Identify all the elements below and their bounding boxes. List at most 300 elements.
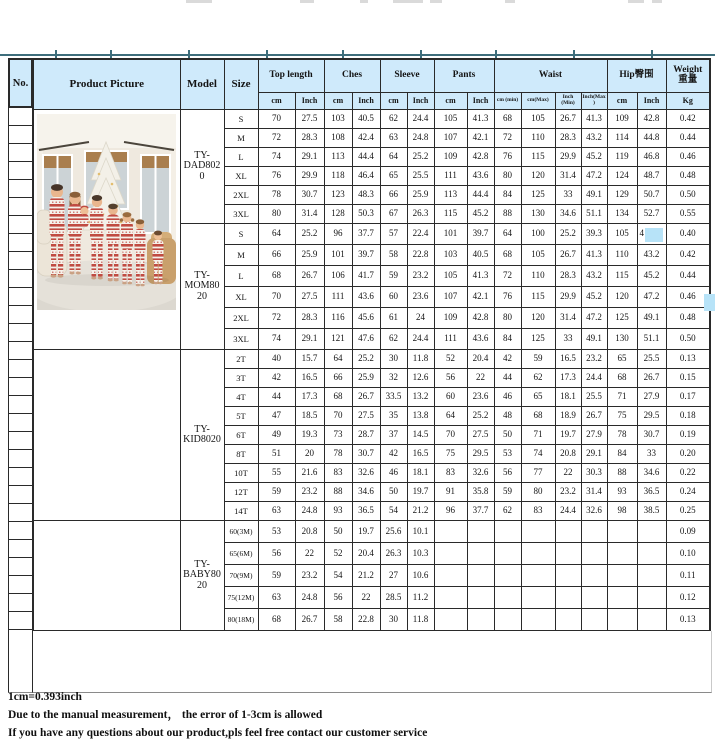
highlight-artifact: [704, 294, 715, 311]
no-cell: [8, 234, 33, 252]
value-cell: 0.24: [666, 483, 710, 502]
value-cell: 42.8: [467, 308, 494, 329]
col-unit: Inch: [467, 93, 494, 110]
value-cell: 56: [434, 369, 467, 388]
value-cell: 67: [380, 205, 407, 224]
value-cell: [521, 543, 555, 565]
no-cell: [8, 216, 33, 234]
value-cell: 31.4: [555, 308, 581, 329]
value-cell: 64: [380, 148, 407, 167]
col-unit: Inch: [352, 93, 380, 110]
no-cell: [8, 450, 33, 468]
value-cell: 27.5: [352, 407, 380, 426]
size-cell: 70(9M): [224, 565, 258, 587]
value-cell: 0.44: [666, 266, 710, 287]
value-cell: [521, 609, 555, 632]
value-cell: 42.1: [467, 129, 494, 148]
value-cell: [555, 521, 581, 543]
value-cell: 10.6: [407, 565, 434, 587]
size-cell: M: [224, 129, 258, 148]
value-cell: 68: [521, 407, 555, 426]
value-cell: 49.1: [581, 329, 607, 350]
value-cell: [555, 543, 581, 565]
value-cell: [434, 609, 467, 632]
no-cell: [8, 414, 33, 432]
value-cell: 26.7: [352, 388, 380, 407]
col-unit: Inch: [295, 93, 324, 110]
no-cell: [8, 144, 33, 162]
value-cell: 0.13: [666, 350, 710, 369]
size-cell: 2XL: [224, 186, 258, 205]
value-cell: 16.5: [555, 350, 581, 369]
value-cell: 84: [607, 445, 637, 464]
size-cell: 5T: [224, 407, 258, 426]
col-group-top-length: Top length: [258, 59, 324, 93]
col-header-size: Size: [224, 59, 258, 110]
value-cell: 125: [521, 186, 555, 205]
value-cell: 76: [494, 287, 521, 308]
value-cell: 80: [258, 205, 295, 224]
value-cell: 25.2: [407, 148, 434, 167]
value-cell: [555, 609, 581, 632]
value-cell: 16.5: [407, 445, 434, 464]
value-cell: 51.1: [581, 205, 607, 224]
col-unit: cm: [380, 93, 407, 110]
value-cell: [521, 587, 555, 609]
value-cell: 53: [494, 445, 521, 464]
col-group-weight: Weight 重量: [666, 59, 710, 93]
value-cell: [637, 565, 666, 587]
value-cell: 43.2: [637, 245, 666, 266]
no-cell: [8, 324, 33, 342]
value-cell: 42: [380, 445, 407, 464]
value-cell: 58: [324, 609, 352, 632]
value-cell: 16.5: [295, 369, 324, 388]
value-cell: 0.50: [666, 329, 710, 350]
table-header: [33, 59, 710, 110]
value-cell: 65: [380, 167, 407, 186]
value-cell: 42.4: [352, 129, 380, 148]
value-cell: 75: [434, 445, 467, 464]
col-unit: cm (min): [494, 93, 521, 110]
value-cell: 13.2: [407, 388, 434, 407]
no-cell: [8, 558, 33, 576]
value-cell: 96: [434, 502, 467, 521]
no-cell: [8, 630, 33, 693]
value-cell: 29.5: [467, 445, 494, 464]
value-cell: 30.7: [352, 445, 380, 464]
value-cell: 63: [258, 502, 295, 521]
value-cell: 42: [258, 369, 295, 388]
value-cell: 10.3: [407, 543, 434, 565]
col-group-sleeve: Sleeve: [380, 59, 434, 93]
value-cell: 26.7: [295, 609, 324, 632]
value-cell: 22.8: [352, 609, 380, 632]
size-cell: 14T: [224, 502, 258, 521]
value-cell: [607, 521, 637, 543]
value-cell: 66: [324, 369, 352, 388]
table-top-rule: [0, 54, 715, 56]
value-cell: 47.2: [637, 287, 666, 308]
value-cell: 0.50: [666, 186, 710, 205]
value-cell: 98: [607, 502, 637, 521]
value-cell: 0.46: [666, 148, 710, 167]
value-cell: 28.3: [555, 129, 581, 148]
value-cell: 12.6: [407, 369, 434, 388]
size-cell: 2XL: [224, 308, 258, 329]
value-cell: 21.6: [295, 464, 324, 483]
value-cell: 19.3: [295, 426, 324, 445]
value-cell: [434, 521, 467, 543]
value-cell: 120: [521, 167, 555, 186]
value-cell: 107: [434, 129, 467, 148]
value-cell: 50: [324, 521, 352, 543]
value-cell: 20.8: [295, 521, 324, 543]
value-cell: [467, 609, 494, 632]
value-cell: 40.5: [352, 110, 380, 129]
value-cell: 105: [434, 110, 467, 129]
size-cell: L: [224, 266, 258, 287]
value-cell: 43.6: [467, 329, 494, 350]
value-cell: 66: [380, 186, 407, 205]
value-cell: 0.15: [666, 369, 710, 388]
value-cell: 0.48: [666, 308, 710, 329]
value-cell: 14.5: [407, 426, 434, 445]
value-cell: 45.2: [467, 205, 494, 224]
value-cell: 23.2: [295, 483, 324, 502]
value-cell: 103: [324, 110, 352, 129]
table-row: [33, 521, 710, 543]
value-cell: 134: [607, 205, 637, 224]
value-cell: 31.4: [581, 483, 607, 502]
value-cell: 0.25: [666, 502, 710, 521]
value-cell: 0.19: [666, 426, 710, 445]
col-group-pants: Pants: [434, 59, 494, 93]
size-table: [32, 58, 711, 632]
size-cell: 12T: [224, 483, 258, 502]
value-cell: 72: [258, 308, 295, 329]
value-cell: 105: [521, 110, 555, 129]
value-cell: 19.7: [407, 483, 434, 502]
model-cell: TY-KID8020: [180, 350, 224, 521]
col-header-product-picture: Product Picture: [33, 59, 180, 110]
value-cell: 68: [607, 369, 637, 388]
value-cell: 45.2: [581, 148, 607, 167]
no-cell: [8, 378, 33, 396]
no-column: [8, 58, 33, 693]
no-cell: [8, 108, 33, 126]
value-cell: 22: [295, 543, 324, 565]
value-cell: 111: [434, 329, 467, 350]
value-cell: 84: [494, 186, 521, 205]
size-cell: S: [224, 110, 258, 129]
value-cell: 59: [494, 483, 521, 502]
value-cell: 50: [380, 483, 407, 502]
value-cell: 113: [324, 148, 352, 167]
value-cell: 25.2: [555, 224, 581, 245]
value-cell: 55: [258, 464, 295, 483]
value-cell: [521, 521, 555, 543]
value-cell: 23.2: [581, 350, 607, 369]
value-cell: [434, 587, 467, 609]
value-cell: [434, 565, 467, 587]
value-cell: 27.9: [637, 388, 666, 407]
value-cell: 78: [607, 426, 637, 445]
value-cell: 49.1: [637, 308, 666, 329]
value-cell: 121: [324, 329, 352, 350]
value-cell: 76: [258, 167, 295, 186]
value-cell: [494, 587, 521, 609]
value-cell: 32: [380, 369, 407, 388]
value-cell: 54: [380, 502, 407, 521]
value-cell: [607, 565, 637, 587]
value-cell: 59: [258, 483, 295, 502]
no-cell: [8, 432, 33, 450]
value-cell: 0.22: [666, 464, 710, 483]
product-picture-cell: [33, 110, 180, 350]
value-cell: 65: [607, 350, 637, 369]
value-cell: 0.44: [666, 129, 710, 148]
value-cell: 51: [258, 445, 295, 464]
value-cell: 15.7: [295, 350, 324, 369]
no-cell: [8, 288, 33, 306]
col-header-no: No.: [8, 58, 33, 108]
value-cell: 20.8: [555, 445, 581, 464]
value-cell: 36.5: [637, 483, 666, 502]
value-cell: 28.3: [295, 129, 324, 148]
value-cell: 58: [380, 245, 407, 266]
value-cell: 26.3: [380, 543, 407, 565]
value-cell: 62: [494, 502, 521, 521]
value-cell: [637, 521, 666, 543]
value-cell: 71: [607, 388, 637, 407]
value-cell: 47.2: [581, 167, 607, 186]
value-cell: 27.5: [295, 287, 324, 308]
product-picture-cell-empty: [33, 521, 180, 632]
value-cell: 68: [258, 266, 295, 287]
value-cell: 48.7: [637, 167, 666, 186]
size-cell: 60(3M): [224, 521, 258, 543]
no-cell: [8, 576, 33, 594]
empty-bottom-row: [33, 631, 712, 693]
value-cell: 73: [324, 426, 352, 445]
value-cell: 47.6: [352, 329, 380, 350]
value-cell: 20.4: [467, 350, 494, 369]
value-cell: 25.2: [295, 224, 324, 245]
value-cell: 13.8: [407, 407, 434, 426]
value-cell: 101: [324, 245, 352, 266]
value-cell: 26.7: [555, 245, 581, 266]
value-cell: 25.5: [581, 388, 607, 407]
value-cell: 41.3: [467, 110, 494, 129]
value-cell: 0.20: [666, 445, 710, 464]
value-cell: 78: [258, 186, 295, 205]
value-cell: 0.18: [666, 407, 710, 426]
value-cell: 26.3: [407, 205, 434, 224]
value-cell: 115: [521, 287, 555, 308]
value-cell: 65: [521, 388, 555, 407]
value-cell: 0.11: [666, 565, 710, 587]
col-unit: cm: [434, 93, 467, 110]
value-cell: 28.3: [295, 308, 324, 329]
size-cell: XL: [224, 167, 258, 186]
value-cell: 105: [607, 224, 637, 245]
value-cell: 26.7: [295, 266, 324, 287]
value-cell: 64: [494, 224, 521, 245]
value-cell: 59: [258, 565, 295, 587]
value-cell: 36.5: [352, 502, 380, 521]
value-cell: [434, 543, 467, 565]
col-group-waist: Waist: [494, 59, 607, 93]
size-cell: S: [224, 224, 258, 245]
value-cell: 84: [494, 329, 521, 350]
value-cell: 0.10: [666, 543, 710, 565]
value-cell: 29.1: [295, 148, 324, 167]
no-cell: [8, 594, 33, 612]
value-cell: 30: [380, 350, 407, 369]
value-cell: 30.7: [637, 426, 666, 445]
value-cell: 47: [258, 407, 295, 426]
value-cell: 43.6: [467, 167, 494, 186]
value-cell: 48.3: [352, 186, 380, 205]
value-cell: 40: [258, 350, 295, 369]
value-cell: [494, 565, 521, 587]
value-cell: 115: [607, 266, 637, 287]
value-cell: 11.8: [407, 350, 434, 369]
value-cell: [555, 565, 581, 587]
value-cell: 18.9: [555, 407, 581, 426]
value-cell: 106: [324, 266, 352, 287]
value-cell: 68: [494, 245, 521, 266]
value-cell: 49.1: [581, 186, 607, 205]
value-cell: 42.8: [637, 110, 666, 129]
value-cell: 35: [380, 407, 407, 426]
size-cell: 10T: [224, 464, 258, 483]
value-cell: 25.2: [352, 350, 380, 369]
product-photo: [37, 114, 176, 310]
value-cell: 21.2: [352, 565, 380, 587]
footer-contact-note: If you have any questions about our product,pls feel free contact our customer service: [8, 727, 428, 739]
value-cell: 64: [324, 350, 352, 369]
model-cell: TY-MOM8020: [180, 224, 224, 350]
value-cell: 62: [380, 329, 407, 350]
value-cell: 54: [324, 565, 352, 587]
no-cell: [8, 396, 33, 414]
table-body: [33, 110, 710, 632]
value-cell: 43.6: [352, 287, 380, 308]
value-cell: 60: [380, 287, 407, 308]
value-cell: 41.3: [581, 110, 607, 129]
value-cell: 44: [258, 388, 295, 407]
value-cell: 45.6: [352, 308, 380, 329]
size-cell: 80(18M): [224, 609, 258, 632]
value-cell: 23.2: [295, 565, 324, 587]
value-cell: 75: [607, 407, 637, 426]
value-cell: 53: [258, 521, 295, 543]
value-cell: 93: [607, 483, 637, 502]
value-cell: 0.17: [666, 388, 710, 407]
value-cell: 52: [434, 350, 467, 369]
value-cell: 0.12: [666, 587, 710, 609]
value-cell: 27.5: [295, 110, 324, 129]
value-cell: 29.9: [555, 148, 581, 167]
value-cell: 42: [494, 350, 521, 369]
value-cell: 17.3: [295, 388, 324, 407]
value-cell: 103: [434, 245, 467, 266]
value-cell: 114: [607, 129, 637, 148]
value-cell: 25.6: [380, 521, 407, 543]
value-cell: 59: [380, 266, 407, 287]
value-cell: 34.6: [637, 464, 666, 483]
value-cell: 74: [258, 329, 295, 350]
value-cell: 68: [324, 388, 352, 407]
value-cell: 120: [521, 308, 555, 329]
value-cell: 113: [434, 186, 467, 205]
value-cell: 30.3: [581, 464, 607, 483]
value-cell: 80: [494, 167, 521, 186]
col-unit: Inch: [637, 93, 666, 110]
value-cell: 45.2: [637, 266, 666, 287]
value-cell: 0.40: [666, 224, 710, 245]
value-cell: 19.7: [555, 426, 581, 445]
value-cell: 110: [521, 266, 555, 287]
value-cell: [581, 543, 607, 565]
value-cell: 68: [258, 609, 295, 632]
value-cell: 31.4: [295, 205, 324, 224]
value-cell: 50: [494, 426, 521, 445]
model-cell: TY-DAD8020: [180, 110, 224, 224]
value-cell: 72: [494, 129, 521, 148]
no-cell: [8, 162, 33, 180]
value-cell: 18.1: [407, 464, 434, 483]
value-cell: 56: [494, 464, 521, 483]
value-cell: [467, 565, 494, 587]
value-cell: 111: [434, 167, 467, 186]
value-cell: 105: [434, 266, 467, 287]
value-cell: 28.5: [380, 587, 407, 609]
value-cell: 80: [494, 308, 521, 329]
value-cell: 33: [555, 329, 581, 350]
value-cell: 83: [324, 464, 352, 483]
highlight-artifact: [645, 228, 663, 242]
value-cell: 33: [555, 186, 581, 205]
table-row: [33, 350, 710, 369]
col-unit: Inch(Max): [581, 93, 607, 110]
value-cell: 50.7: [637, 186, 666, 205]
value-cell: 41.3: [467, 266, 494, 287]
footer-measurement-note: Due to the manual measurement， the error of 1-3cm is allowed: [8, 709, 323, 721]
value-cell: 123: [324, 186, 352, 205]
value-cell: 45.2: [581, 287, 607, 308]
value-cell: 50.3: [352, 205, 380, 224]
no-cell: [8, 468, 33, 486]
no-cell: [8, 306, 33, 324]
value-cell: 22: [352, 587, 380, 609]
value-cell: 33.5: [380, 388, 407, 407]
value-cell: 22: [467, 369, 494, 388]
value-cell: 47.2: [581, 308, 607, 329]
table-row: [33, 110, 710, 129]
value-cell: [637, 543, 666, 565]
value-cell: 24.4: [407, 110, 434, 129]
value-cell: 0.09: [666, 521, 710, 543]
value-cell: 37.7: [352, 224, 380, 245]
value-cell: 52: [324, 543, 352, 565]
value-cell: 57: [380, 224, 407, 245]
value-cell: [581, 521, 607, 543]
value-cell: 24.4: [581, 369, 607, 388]
col-unit: Inch: [407, 93, 434, 110]
